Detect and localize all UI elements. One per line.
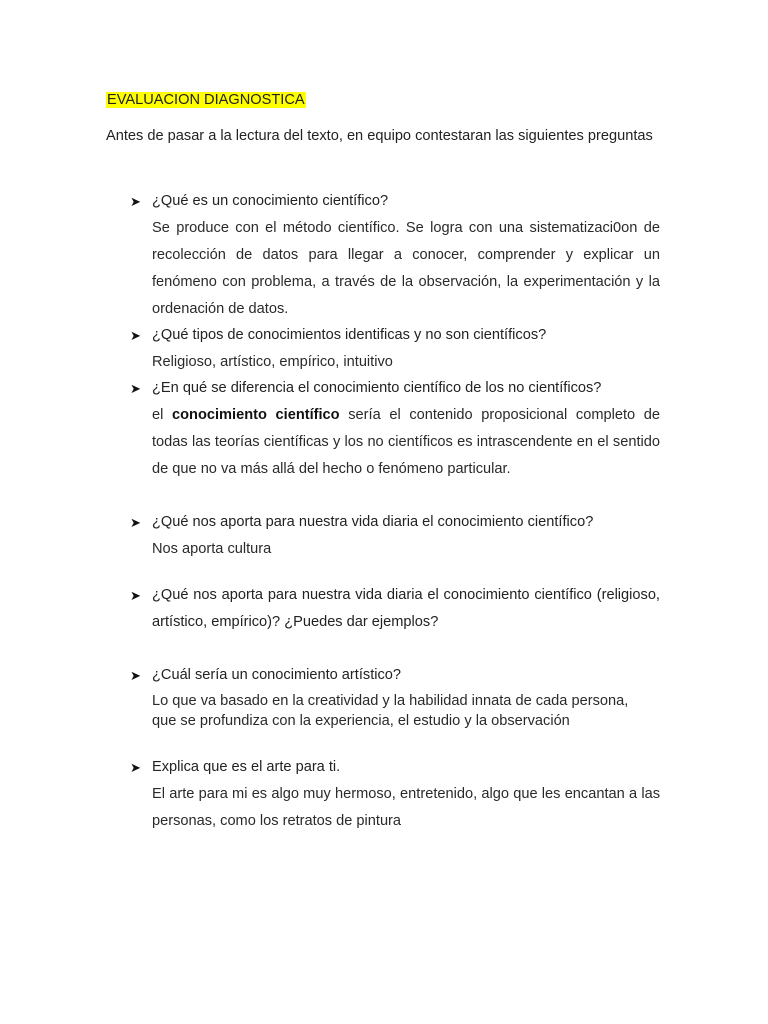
question-text: Explica que es el arte para ti. (152, 759, 341, 775)
question-text: ¿Qué es un conocimiento científico? (152, 193, 389, 209)
question-item (130, 582, 660, 636)
question-text: ¿Qué nos aporta para nuestra vida diaria el conocimiento científico (religioso, artístico, empírico)? ¿Puedes dar ejemplos? (152, 587, 660, 630)
answer-text: Nos aporta cultura (152, 541, 272, 557)
question-text: ¿Cuál sería un conocimiento artístico? (152, 667, 402, 683)
question-text: ¿Qué nos aporta para nuestra vida diaria el conocimiento científico? (152, 514, 594, 530)
answer-text: Religioso, artístico, empírico, intuitivo (152, 354, 393, 370)
question-item (130, 754, 660, 835)
question-text: ¿Qué tipos de conocimientos identificas y no son científicos? (152, 327, 547, 343)
arrow-bullet-icon: ➤ (130, 668, 141, 683)
arrow-bullet-icon: ➤ (130, 588, 141, 603)
arrow-bullet-icon: ➤ (130, 381, 141, 396)
answer-text: El arte para mi es algo muy hermoso, entretenido, algo que les encantan a las personas, como los retratos de pintura (152, 786, 660, 829)
answer-line: que se profundiza con la experiencia, el estudio y la observación (152, 713, 570, 729)
arrow-bullet-icon: ➤ (130, 194, 141, 209)
answer-line: Lo que va basado en la creatividad y la habilidad innata de cada persona, (152, 693, 629, 709)
answer-text (152, 691, 660, 731)
arrow-bullet-icon: ➤ (130, 760, 141, 775)
arrow-bullet-icon: ➤ (130, 515, 141, 530)
answer-bold-term: conocimiento científico (172, 407, 340, 423)
answer-post: sería el contenido proposicional completo de todas las teorías científicas y los no científicos es intrascendente en el sentido de que no va más allá del hecho o fenómeno particular. (152, 407, 660, 477)
title-highlight: EVALUACION DIAGNOSTICA (107, 92, 305, 108)
question-item (130, 188, 660, 323)
question-item (130, 662, 660, 731)
question-item (130, 509, 660, 563)
intro-paragraph: Antes de pasar a la lectura del texto, en equipo contestaran las siguientes preguntas (106, 128, 653, 144)
question-item (130, 375, 660, 483)
answer-pre: el (152, 407, 173, 423)
answer-text: Se produce con el método científico. Se logra con una sistematizaci0on de recolección de datos para llegar a conocer, comprender y explicar un fenómeno con problema, a través de la observación, la experimentación y la ordenación de datos. (152, 220, 660, 317)
answer-text (152, 402, 660, 483)
question-text: ¿En qué se diferencia el conocimiento científico de los no científicos? (152, 380, 602, 396)
arrow-bullet-icon: ➤ (130, 328, 141, 343)
document-title (106, 90, 306, 110)
question-item (130, 322, 660, 376)
